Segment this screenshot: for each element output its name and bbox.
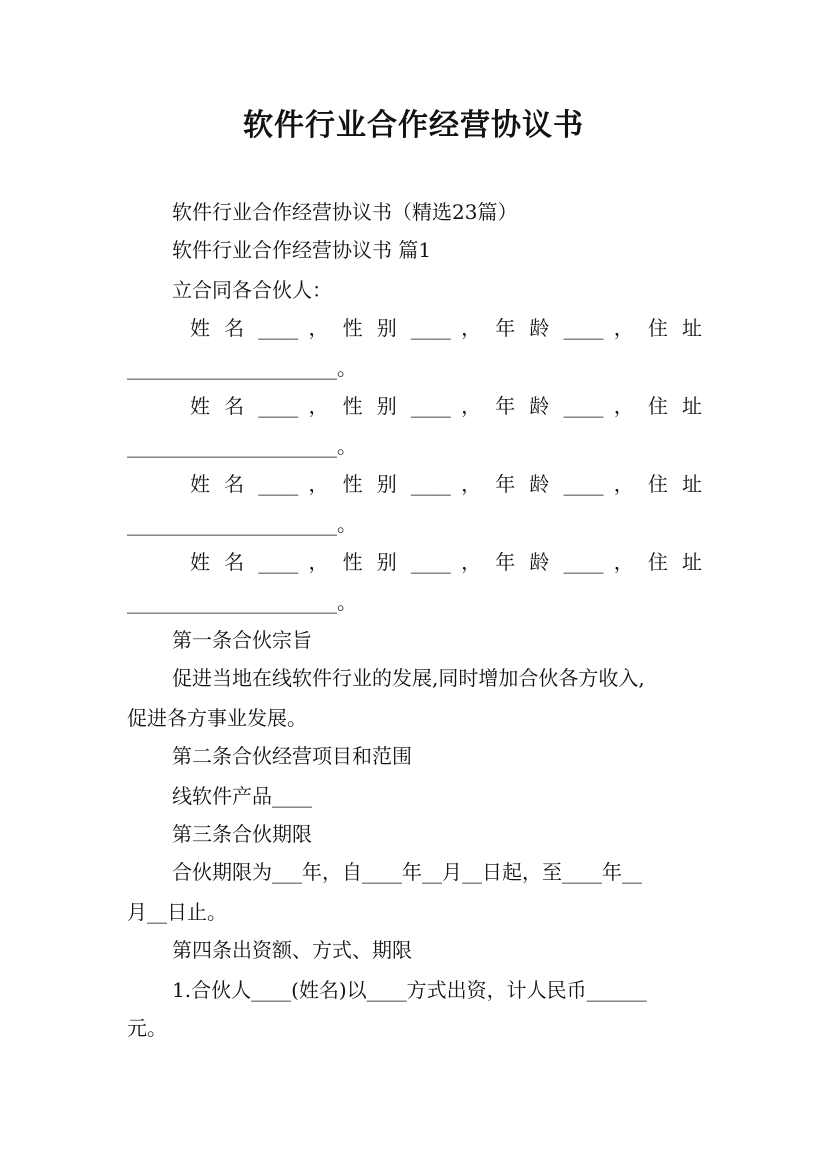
partner-address-line: _____________________。 <box>127 590 357 614</box>
clause-4-text-continued: 元。 <box>127 1016 167 1040</box>
partner-address-line: _____________________。 <box>127 356 357 380</box>
clause-1-text-continued: 促进各方事业发展。 <box>127 706 307 730</box>
document-title: 软件行业合作经营协议书 <box>243 108 584 143</box>
clause-3-text-continued: 月__日止。 <box>127 900 227 924</box>
partner-info-line: 姓 名 ____ ， 性 别 ____ ， 年 龄 ____ ， 住 址 <box>190 316 702 340</box>
article-heading: 软件行业合作经营协议书 篇1 <box>172 238 432 262</box>
clause-1-text: 促进当地在线软件行业的发展,同时增加合伙各方收入, <box>172 666 645 690</box>
partner-address-line: _____________________。 <box>127 434 357 458</box>
clause-4-text: 1.合伙人____(姓名)以____方式出资，计人民币______ <box>172 978 647 1002</box>
clause-3-text: 合伙期限为___年，自____年__月__日起，至____年__ <box>172 860 642 884</box>
clause-3-heading: 第三条合伙期限 <box>172 822 312 846</box>
partners-intro: 立合同各合伙人： <box>172 278 332 302</box>
document-subtitle: 软件行业合作经营协议书（精选23篇） <box>172 200 518 224</box>
partner-info-line: 姓 名 ____ ， 性 别 ____ ， 年 龄 ____ ， 住 址 <box>190 394 702 418</box>
clause-1-heading: 第一条合伙宗旨 <box>172 628 312 652</box>
partner-info-line: 姓 名 ____ ， 性 别 ____ ， 年 龄 ____ ， 住 址 <box>190 472 702 496</box>
partner-address-line: _____________________。 <box>127 512 357 536</box>
clause-4-heading: 第四条出资额、方式、期限 <box>172 938 412 962</box>
clause-2-heading: 第二条合伙经营项目和范围 <box>172 744 412 768</box>
clause-2-text: 线软件产品____ <box>172 784 312 808</box>
partner-info-line: 姓 名 ____ ， 性 别 ____ ， 年 龄 ____ ， 住 址 <box>190 550 702 574</box>
